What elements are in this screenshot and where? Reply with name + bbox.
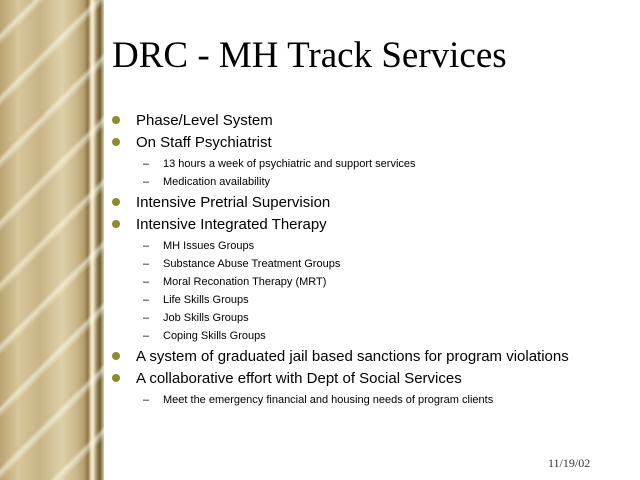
sub-bullet-text: MH Issues Groups	[163, 240, 255, 252]
bullet-item	[112, 347, 582, 366]
dash-icon: –	[143, 176, 150, 188]
slide-title: DRC - MH Track Services	[112, 35, 507, 76]
sub-bullet-text: Moral Reconation Therapy (MRT)	[163, 276, 327, 288]
bullet-text: Phase/Level System	[136, 112, 273, 129]
dash-icon: –	[143, 312, 150, 324]
sub-bullet-text: Substance Abuse Treatment Groups	[163, 258, 341, 270]
bullet-dot-icon	[112, 116, 120, 124]
sub-bullet-item	[112, 255, 582, 273]
bullet-dot-icon	[112, 220, 120, 228]
sub-bullet-text: Meet the emergency financial and housing needs of program clients	[163, 394, 494, 406]
bullet-item	[112, 215, 582, 234]
bullet-text: A collaborative effort with Dept of Social Services	[136, 370, 462, 387]
bullet-dot-icon	[112, 138, 120, 146]
dash-icon: –	[143, 258, 150, 270]
dash-icon: –	[143, 158, 150, 170]
bullet-item	[112, 369, 582, 388]
dash-icon: –	[143, 294, 150, 306]
sub-bullet-item	[112, 391, 582, 409]
sub-bullet-item	[112, 309, 582, 327]
bullet-dot-icon	[112, 352, 120, 360]
sub-bullet-item	[112, 327, 582, 345]
sub-bullet-list	[112, 237, 582, 345]
sub-bullet-item	[112, 173, 582, 191]
dash-icon: –	[143, 276, 150, 288]
dash-icon: –	[143, 330, 150, 342]
sub-bullet-text: Coping Skills Groups	[163, 330, 266, 342]
bullet-text: Intensive Integrated Therapy	[136, 216, 327, 233]
bullet-text: Intensive Pretrial Supervision	[136, 194, 331, 211]
sub-bullet-text: 13 hours a week of psychiatric and support services	[163, 158, 416, 170]
sub-bullet-text: Job Skills Groups	[163, 312, 249, 324]
dash-icon: –	[143, 240, 150, 252]
bullet-text: On Staff Psychiatrist	[136, 134, 272, 151]
bullet-text: A system of graduated jail based sanctions for program violations	[136, 348, 569, 365]
sub-bullet-item	[112, 237, 582, 255]
decorative-gold-border	[0, 0, 104, 480]
bullet-item	[112, 193, 582, 212]
sub-bullet-item	[112, 291, 582, 309]
sub-bullet-text: Life Skills Groups	[163, 294, 249, 306]
dash-icon: –	[143, 394, 150, 406]
sub-bullet-text: Medication availability	[163, 176, 270, 188]
sub-bullet-list	[112, 155, 582, 191]
bullet-item	[112, 133, 582, 152]
sub-bullet-item	[112, 155, 582, 173]
bullet-item	[112, 111, 582, 130]
sub-bullet-list	[112, 391, 582, 409]
slide-date: 11/19/02	[548, 456, 591, 470]
bullet-list	[112, 111, 582, 411]
sub-bullet-item	[112, 273, 582, 291]
bullet-dot-icon	[112, 198, 120, 206]
bullet-dot-icon	[112, 374, 120, 382]
